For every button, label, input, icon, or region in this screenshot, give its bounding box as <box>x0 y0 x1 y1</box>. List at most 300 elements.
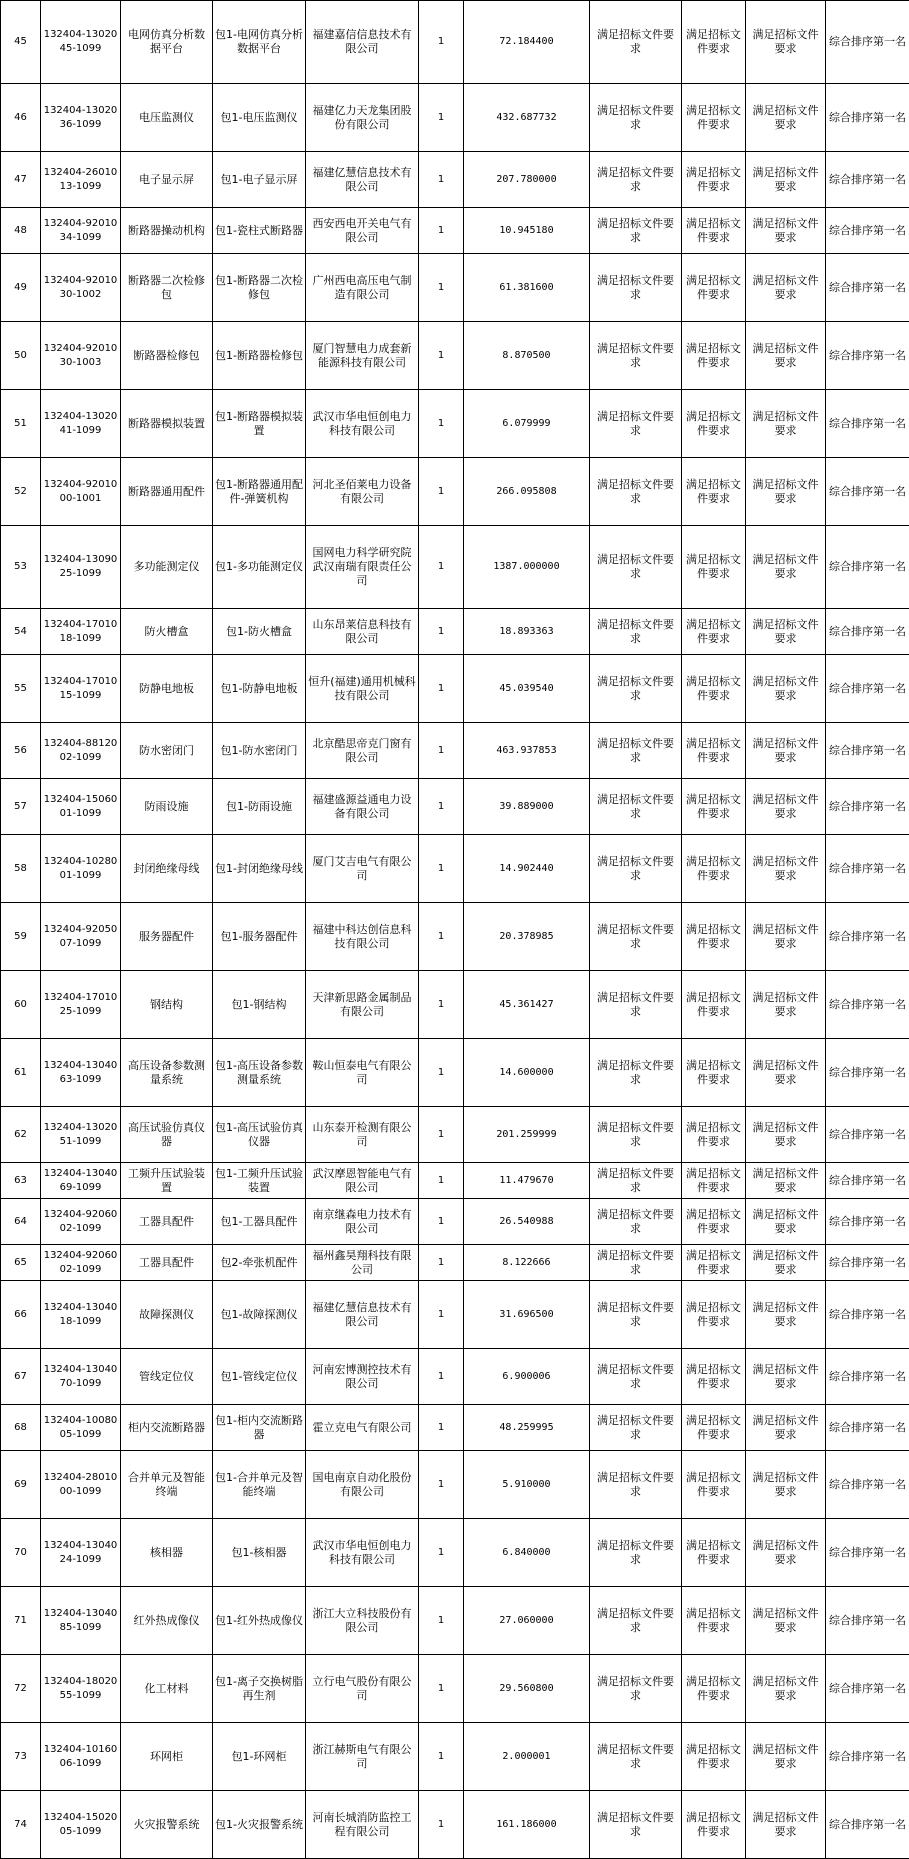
supplier-name-cell: 厦门艾吉电气有限公司 <box>306 835 419 903</box>
supplier-name-cell: 福建中科达创信息科技有限公司 <box>306 903 419 971</box>
item-name-cell: 服务器配件 <box>121 903 213 971</box>
compliance-1-cell: 满足招标文件要求 <box>590 322 682 390</box>
item-code-cell: 132404-1008005-1099 <box>41 1405 121 1451</box>
quantity-cell: 1 <box>419 1791 464 1859</box>
compliance-2-cell: 满足招标文件要求 <box>682 1791 746 1859</box>
table-row <box>1 1039 909 1107</box>
supplier-name-cell: 福建盛源益通电力设备有限公司 <box>306 779 419 835</box>
bid-price-cell: 207.780000 <box>464 152 590 208</box>
compliance-1-cell: 满足招标文件要求 <box>590 1245 682 1281</box>
package-name-cell: 包1-断路器检修包 <box>213 322 306 390</box>
bid-price-cell: 2.000001 <box>464 1723 590 1791</box>
row-index-cell: 47 <box>1 152 41 208</box>
item-code-cell: 132404-2601013-1099 <box>41 152 121 208</box>
ranking-cell: 综合排序第一名 <box>826 1039 909 1107</box>
bid-price-cell: 45.039540 <box>464 655 590 723</box>
package-name-cell: 包1-工器具配件 <box>213 1199 306 1245</box>
supplier-name-cell: 河北圣佰莱电力设备有限公司 <box>306 458 419 526</box>
compliance-1-cell: 满足招标文件要求 <box>590 835 682 903</box>
bid-price-cell: 6.900006 <box>464 1349 590 1405</box>
package-name-cell: 包1-管线定位仪 <box>213 1349 306 1405</box>
supplier-name-cell: 山东泰开检测有限公司 <box>306 1107 419 1163</box>
compliance-3-cell: 满足招标文件要求 <box>746 390 826 458</box>
row-index-cell: 73 <box>1 1723 41 1791</box>
ranking-cell: 综合排序第一名 <box>826 84 909 152</box>
item-code-cell: 132404-9201030-1003 <box>41 322 121 390</box>
supplier-name-cell: 武汉市华电恒创电力科技有限公司 <box>306 1519 419 1587</box>
bid-price-cell: 5.910000 <box>464 1451 590 1519</box>
compliance-2-cell: 满足招标文件要求 <box>682 208 746 254</box>
item-name-cell: 故障探测仪 <box>121 1281 213 1349</box>
item-name-cell: 断路器检修包 <box>121 322 213 390</box>
compliance-3-cell: 满足招标文件要求 <box>746 84 826 152</box>
compliance-2-cell: 满足招标文件要求 <box>682 1281 746 1349</box>
table-row <box>1 1587 909 1655</box>
item-name-cell: 断路器二次检修包 <box>121 254 213 322</box>
table-row <box>1 1107 909 1163</box>
compliance-2-cell: 满足招标文件要求 <box>682 655 746 723</box>
bid-price-cell: 39.889000 <box>464 779 590 835</box>
table-row <box>1 1 909 84</box>
package-name-cell: 包1-防雨设施 <box>213 779 306 835</box>
supplier-name-cell: 福建亿慧信息技术有限公司 <box>306 1281 419 1349</box>
row-index-cell: 59 <box>1 903 41 971</box>
compliance-3-cell: 满足招标文件要求 <box>746 526 826 609</box>
item-code-cell: 132404-9201030-1002 <box>41 254 121 322</box>
compliance-2-cell: 满足招标文件要求 <box>682 835 746 903</box>
item-name-cell: 钢结构 <box>121 971 213 1039</box>
compliance-2-cell: 满足招标文件要求 <box>682 1519 746 1587</box>
compliance-3-cell: 满足招标文件要求 <box>746 1163 826 1199</box>
compliance-3-cell: 满足招标文件要求 <box>746 1245 826 1281</box>
supplier-name-cell: 河南长城消防监控工程有限公司 <box>306 1791 419 1859</box>
compliance-3-cell: 满足招标文件要求 <box>746 779 826 835</box>
compliance-3-cell: 满足招标文件要求 <box>746 1587 826 1655</box>
quantity-cell: 1 <box>419 971 464 1039</box>
supplier-name-cell: 福州鑫昊翔科技有限公司 <box>306 1245 419 1281</box>
item-name-cell: 电网仿真分析数据平台 <box>121 1 213 84</box>
compliance-2-cell: 满足招标文件要求 <box>682 1107 746 1163</box>
compliance-1-cell: 满足招标文件要求 <box>590 1349 682 1405</box>
quantity-cell: 1 <box>419 1 464 84</box>
ranking-cell: 综合排序第一名 <box>826 152 909 208</box>
package-name-cell: 包1-防静电地板 <box>213 655 306 723</box>
ranking-cell: 综合排序第一名 <box>826 609 909 655</box>
package-name-cell: 包1-防水密闭门 <box>213 723 306 779</box>
bid-price-cell: 266.095808 <box>464 458 590 526</box>
package-name-cell: 包1-合并单元及智能终端 <box>213 1451 306 1519</box>
compliance-1-cell: 满足招标文件要求 <box>590 779 682 835</box>
compliance-3-cell: 满足招标文件要求 <box>746 1723 826 1791</box>
item-code-cell: 132404-1802055-1099 <box>41 1655 121 1723</box>
compliance-3-cell: 满足招标文件要求 <box>746 655 826 723</box>
compliance-2-cell: 满足招标文件要求 <box>682 1039 746 1107</box>
ranking-cell: 综合排序第一名 <box>826 779 909 835</box>
compliance-2-cell: 满足招标文件要求 <box>682 1199 746 1245</box>
bid-price-cell: 45.361427 <box>464 971 590 1039</box>
row-index-cell: 65 <box>1 1245 41 1281</box>
ranking-cell: 综合排序第一名 <box>826 1199 909 1245</box>
compliance-2-cell: 满足招标文件要求 <box>682 779 746 835</box>
row-index-cell: 68 <box>1 1405 41 1451</box>
compliance-3-cell: 满足招标文件要求 <box>746 723 826 779</box>
item-name-cell: 断路器模拟装置 <box>121 390 213 458</box>
item-code-cell: 132404-1701018-1099 <box>41 609 121 655</box>
compliance-1-cell: 满足招标文件要求 <box>590 84 682 152</box>
table-row <box>1 835 909 903</box>
compliance-1-cell: 满足招标文件要求 <box>590 526 682 609</box>
ranking-cell: 综合排序第一名 <box>826 1163 909 1199</box>
compliance-1-cell: 满足招标文件要求 <box>590 609 682 655</box>
row-index-cell: 45 <box>1 1 41 84</box>
quantity-cell: 1 <box>419 254 464 322</box>
quantity-cell: 1 <box>419 609 464 655</box>
quantity-cell: 1 <box>419 1107 464 1163</box>
supplier-name-cell: 武汉摩恩智能电气有限公司 <box>306 1163 419 1199</box>
row-index-cell: 52 <box>1 458 41 526</box>
quantity-cell: 1 <box>419 322 464 390</box>
compliance-1-cell: 满足招标文件要求 <box>590 390 682 458</box>
compliance-2-cell: 满足招标文件要求 <box>682 903 746 971</box>
compliance-1-cell: 满足招标文件要求 <box>590 1107 682 1163</box>
compliance-2-cell: 满足招标文件要求 <box>682 526 746 609</box>
supplier-name-cell: 武汉市华电恒创电力科技有限公司 <box>306 390 419 458</box>
compliance-1-cell: 满足招标文件要求 <box>590 1723 682 1791</box>
row-index-cell: 54 <box>1 609 41 655</box>
item-code-cell: 132404-1701025-1099 <box>41 971 121 1039</box>
quantity-cell: 1 <box>419 835 464 903</box>
table-row <box>1 1519 909 1587</box>
compliance-3-cell: 满足招标文件要求 <box>746 208 826 254</box>
bid-price-cell: 31.696500 <box>464 1281 590 1349</box>
quantity-cell: 1 <box>419 1163 464 1199</box>
compliance-1-cell: 满足招标文件要求 <box>590 1519 682 1587</box>
table-row <box>1 655 909 723</box>
package-name-cell: 包1-断路器通用配件-弹簧机构 <box>213 458 306 526</box>
package-name-cell: 包1-多功能测定仪 <box>213 526 306 609</box>
package-name-cell: 包2-牵张机配件 <box>213 1245 306 1281</box>
bid-price-cell: 6.840000 <box>464 1519 590 1587</box>
item-code-cell: 132404-1309025-1099 <box>41 526 121 609</box>
ranking-cell: 综合排序第一名 <box>826 208 909 254</box>
item-name-cell: 电压监测仪 <box>121 84 213 152</box>
compliance-3-cell: 满足招标文件要求 <box>746 458 826 526</box>
row-index-cell: 49 <box>1 254 41 322</box>
item-name-cell: 断路器操动机构 <box>121 208 213 254</box>
item-name-cell: 工器具配件 <box>121 1245 213 1281</box>
compliance-1-cell: 满足招标文件要求 <box>590 971 682 1039</box>
compliance-3-cell: 满足招标文件要求 <box>746 1791 826 1859</box>
bid-price-cell: 27.060000 <box>464 1587 590 1655</box>
supplier-name-cell: 浙江大立科技股份有限公司 <box>306 1587 419 1655</box>
table-row <box>1 1451 909 1519</box>
compliance-2-cell: 满足招标文件要求 <box>682 458 746 526</box>
ranking-cell: 综合排序第一名 <box>826 458 909 526</box>
quantity-cell: 1 <box>419 1451 464 1519</box>
supplier-name-cell: 浙江赫斯电气有限公司 <box>306 1723 419 1791</box>
quantity-cell: 1 <box>419 526 464 609</box>
quantity-cell: 1 <box>419 779 464 835</box>
quantity-cell: 1 <box>419 84 464 152</box>
package-name-cell: 包1-核相器 <box>213 1519 306 1587</box>
quantity-cell: 1 <box>419 1587 464 1655</box>
row-index-cell: 70 <box>1 1519 41 1587</box>
table-body <box>1 1 909 1859</box>
item-name-cell: 火灾报警系统 <box>121 1791 213 1859</box>
quantity-cell: 1 <box>419 390 464 458</box>
package-name-cell: 包1-电压监测仪 <box>213 84 306 152</box>
ranking-cell: 综合排序第一名 <box>826 1245 909 1281</box>
ranking-cell: 综合排序第一名 <box>826 903 909 971</box>
item-code-cell: 132404-1304024-1099 <box>41 1519 121 1587</box>
row-index-cell: 62 <box>1 1107 41 1163</box>
row-index-cell: 69 <box>1 1451 41 1519</box>
compliance-2-cell: 满足招标文件要求 <box>682 1451 746 1519</box>
compliance-3-cell: 满足招标文件要求 <box>746 254 826 322</box>
item-code-cell: 132404-1304018-1099 <box>41 1281 121 1349</box>
compliance-2-cell: 满足招标文件要求 <box>682 1163 746 1199</box>
quantity-cell: 1 <box>419 458 464 526</box>
ranking-cell: 综合排序第一名 <box>826 1107 909 1163</box>
table-row <box>1 903 909 971</box>
table-row <box>1 208 909 254</box>
package-name-cell: 包1-防火槽盒 <box>213 609 306 655</box>
row-index-cell: 74 <box>1 1791 41 1859</box>
quantity-cell: 1 <box>419 723 464 779</box>
bid-price-cell: 1387.000000 <box>464 526 590 609</box>
ranking-cell: 综合排序第一名 <box>826 835 909 903</box>
supplier-name-cell: 山东昂莱信息科技有限公司 <box>306 609 419 655</box>
compliance-3-cell: 满足招标文件要求 <box>746 1199 826 1245</box>
table-row <box>1 971 909 1039</box>
item-name-cell: 高压试验仿真仪器 <box>121 1107 213 1163</box>
supplier-name-cell: 福建亿力天龙集团股份有限公司 <box>306 84 419 152</box>
compliance-1-cell: 满足招标文件要求 <box>590 903 682 971</box>
compliance-3-cell: 满足招标文件要求 <box>746 1349 826 1405</box>
item-code-cell: 132404-1506001-1099 <box>41 779 121 835</box>
supplier-name-cell: 国网电力科学研究院武汉南瑞有限责任公司 <box>306 526 419 609</box>
bid-price-cell: 61.381600 <box>464 254 590 322</box>
compliance-2-cell: 满足招标文件要求 <box>682 1245 746 1281</box>
quantity-cell: 1 <box>419 1349 464 1405</box>
compliance-2-cell: 满足招标文件要求 <box>682 254 746 322</box>
quantity-cell: 1 <box>419 903 464 971</box>
compliance-1-cell: 满足招标文件要求 <box>590 1405 682 1451</box>
item-name-cell: 环网柜 <box>121 1723 213 1791</box>
bid-price-cell: 161.186000 <box>464 1791 590 1859</box>
supplier-name-cell: 天津新思路金属制品有限公司 <box>306 971 419 1039</box>
compliance-1-cell: 满足招标文件要求 <box>590 152 682 208</box>
compliance-3-cell: 满足招标文件要求 <box>746 903 826 971</box>
item-code-cell: 132404-8812002-1099 <box>41 723 121 779</box>
bid-price-cell: 14.600000 <box>464 1039 590 1107</box>
ranking-cell: 综合排序第一名 <box>826 1405 909 1451</box>
item-code-cell: 132404-1304069-1099 <box>41 1163 121 1199</box>
table-row <box>1 254 909 322</box>
item-code-cell: 132404-1304070-1099 <box>41 1349 121 1405</box>
package-name-cell: 包1-高压试验仿真仪器 <box>213 1107 306 1163</box>
compliance-3-cell: 满足招标文件要求 <box>746 1 826 84</box>
compliance-2-cell: 满足招标文件要求 <box>682 1349 746 1405</box>
ranking-cell: 综合排序第一名 <box>826 1519 909 1587</box>
ranking-cell: 综合排序第一名 <box>826 971 909 1039</box>
supplier-name-cell: 南京继森电力技术有限公司 <box>306 1199 419 1245</box>
table-row <box>1 1405 909 1451</box>
compliance-1-cell: 满足招标文件要求 <box>590 254 682 322</box>
bid-price-cell: 11.479670 <box>464 1163 590 1199</box>
row-index-cell: 56 <box>1 723 41 779</box>
compliance-1-cell: 满足招标文件要求 <box>590 1655 682 1723</box>
ranking-cell: 综合排序第一名 <box>826 526 909 609</box>
quantity-cell: 1 <box>419 1281 464 1349</box>
compliance-1-cell: 满足招标文件要求 <box>590 1199 682 1245</box>
compliance-2-cell: 满足招标文件要求 <box>682 971 746 1039</box>
bid-price-cell: 18.893363 <box>464 609 590 655</box>
compliance-3-cell: 满足招标文件要求 <box>746 1451 826 1519</box>
supplier-name-cell: 福建嘉信信息技术有限公司 <box>306 1 419 84</box>
item-name-cell: 多功能测定仪 <box>121 526 213 609</box>
table-row <box>1 723 909 779</box>
row-index-cell: 53 <box>1 526 41 609</box>
compliance-1-cell: 满足招标文件要求 <box>590 208 682 254</box>
table-row <box>1 1163 909 1199</box>
ranking-cell: 综合排序第一名 <box>826 390 909 458</box>
row-index-cell: 64 <box>1 1199 41 1245</box>
item-code-cell: 132404-1502005-1099 <box>41 1791 121 1859</box>
compliance-3-cell: 满足招标文件要求 <box>746 322 826 390</box>
bid-price-cell: 463.937853 <box>464 723 590 779</box>
item-code-cell: 132404-1304085-1099 <box>41 1587 121 1655</box>
compliance-1-cell: 满足招标文件要求 <box>590 458 682 526</box>
row-index-cell: 60 <box>1 971 41 1039</box>
ranking-cell: 综合排序第一名 <box>826 655 909 723</box>
row-index-cell: 63 <box>1 1163 41 1199</box>
row-index-cell: 51 <box>1 390 41 458</box>
compliance-3-cell: 满足招标文件要求 <box>746 1281 826 1349</box>
row-index-cell: 66 <box>1 1281 41 1349</box>
compliance-3-cell: 满足招标文件要求 <box>746 971 826 1039</box>
compliance-2-cell: 满足招标文件要求 <box>682 1405 746 1451</box>
supplier-name-cell: 恒升(福建)通用机械科技有限公司 <box>306 655 419 723</box>
package-name-cell: 包1-电子显示屏 <box>213 152 306 208</box>
row-index-cell: 71 <box>1 1587 41 1655</box>
row-index-cell: 61 <box>1 1039 41 1107</box>
bid-price-cell: 201.259999 <box>464 1107 590 1163</box>
package-name-cell: 包1-火灾报警系统 <box>213 1791 306 1859</box>
ranking-cell: 综合排序第一名 <box>826 1791 909 1859</box>
compliance-2-cell: 满足招标文件要求 <box>682 390 746 458</box>
package-name-cell: 包1-故障探测仪 <box>213 1281 306 1349</box>
item-code-cell: 132404-9201034-1099 <box>41 208 121 254</box>
compliance-3-cell: 满足招标文件要求 <box>746 1519 826 1587</box>
package-name-cell: 包1-服务器配件 <box>213 903 306 971</box>
compliance-2-cell: 满足招标文件要求 <box>682 1 746 84</box>
compliance-1-cell: 满足招标文件要求 <box>590 1163 682 1199</box>
compliance-1-cell: 满足招标文件要求 <box>590 723 682 779</box>
package-name-cell: 包1-钢结构 <box>213 971 306 1039</box>
quantity-cell: 1 <box>419 1039 464 1107</box>
quantity-cell: 1 <box>419 655 464 723</box>
item-code-cell: 132404-1016006-1099 <box>41 1723 121 1791</box>
row-index-cell: 72 <box>1 1655 41 1723</box>
compliance-2-cell: 满足招标文件要求 <box>682 322 746 390</box>
compliance-1-cell: 满足招标文件要求 <box>590 655 682 723</box>
table-row <box>1 1791 909 1859</box>
ranking-cell: 综合排序第一名 <box>826 1281 909 1349</box>
package-name-cell: 包1-瓷柱式断路器 <box>213 208 306 254</box>
row-index-cell: 46 <box>1 84 41 152</box>
item-name-cell: 封闭绝缘母线 <box>121 835 213 903</box>
compliance-1-cell: 满足招标文件要求 <box>590 1587 682 1655</box>
row-index-cell: 48 <box>1 208 41 254</box>
compliance-3-cell: 满足招标文件要求 <box>746 1039 826 1107</box>
package-name-cell: 包1-高压设备参数测量系统 <box>213 1039 306 1107</box>
quantity-cell: 1 <box>419 1519 464 1587</box>
supplier-name-cell: 西安西电开关电气有限公司 <box>306 208 419 254</box>
compliance-3-cell: 满足招标文件要求 <box>746 1655 826 1723</box>
package-name-cell: 包1-断路器二次检修包 <box>213 254 306 322</box>
supplier-name-cell: 鞍山恒泰电气有限公司 <box>306 1039 419 1107</box>
item-name-cell: 高压设备参数测量系统 <box>121 1039 213 1107</box>
package-name-cell: 包1-环网柜 <box>213 1723 306 1791</box>
quantity-cell: 1 <box>419 1405 464 1451</box>
table-row <box>1 458 909 526</box>
compliance-3-cell: 满足招标文件要求 <box>746 1405 826 1451</box>
item-name-cell: 防雨设施 <box>121 779 213 835</box>
bid-price-cell: 432.687732 <box>464 84 590 152</box>
compliance-3-cell: 满足招标文件要求 <box>746 1107 826 1163</box>
supplier-name-cell: 河南宏博测控技术有限公司 <box>306 1349 419 1405</box>
item-name-cell: 红外热成像仪 <box>121 1587 213 1655</box>
bid-price-cell: 14.902440 <box>464 835 590 903</box>
bid-price-cell: 26.540988 <box>464 1199 590 1245</box>
compliance-2-cell: 满足招标文件要求 <box>682 1655 746 1723</box>
compliance-2-cell: 满足招标文件要求 <box>682 1587 746 1655</box>
row-index-cell: 58 <box>1 835 41 903</box>
supplier-name-cell: 福建亿慧信息技术有限公司 <box>306 152 419 208</box>
supplier-name-cell: 国电南京自动化股份有限公司 <box>306 1451 419 1519</box>
table-row <box>1 1281 909 1349</box>
table-row <box>1 1349 909 1405</box>
item-name-cell: 工频升压试验装置 <box>121 1163 213 1199</box>
table-row <box>1 1245 909 1281</box>
package-name-cell: 包1-断路器模拟装置 <box>213 390 306 458</box>
compliance-3-cell: 满足招标文件要求 <box>746 152 826 208</box>
table-row <box>1 526 909 609</box>
item-name-cell: 断路器通用配件 <box>121 458 213 526</box>
table-row <box>1 322 909 390</box>
package-name-cell: 包1-红外热成像仪 <box>213 1587 306 1655</box>
bid-price-cell: 20.378985 <box>464 903 590 971</box>
item-name-cell: 防水密闭门 <box>121 723 213 779</box>
table-row <box>1 1199 909 1245</box>
item-name-cell: 管线定位仪 <box>121 1349 213 1405</box>
ranking-cell: 综合排序第一名 <box>826 254 909 322</box>
compliance-1-cell: 满足招标文件要求 <box>590 1 682 84</box>
supplier-name-cell: 广州西电高压电气制造有限公司 <box>306 254 419 322</box>
compliance-1-cell: 满足招标文件要求 <box>590 1791 682 1859</box>
compliance-2-cell: 满足招标文件要求 <box>682 1723 746 1791</box>
ranking-cell: 综合排序第一名 <box>826 1349 909 1405</box>
item-name-cell: 防静电地板 <box>121 655 213 723</box>
bid-price-cell: 48.259995 <box>464 1405 590 1451</box>
quantity-cell: 1 <box>419 208 464 254</box>
item-code-cell: 132404-9206002-1099 <box>41 1199 121 1245</box>
quantity-cell: 1 <box>419 1723 464 1791</box>
item-code-cell: 132404-1302045-1099 <box>41 1 121 84</box>
table-row <box>1 779 909 835</box>
bid-price-cell: 6.079999 <box>464 390 590 458</box>
